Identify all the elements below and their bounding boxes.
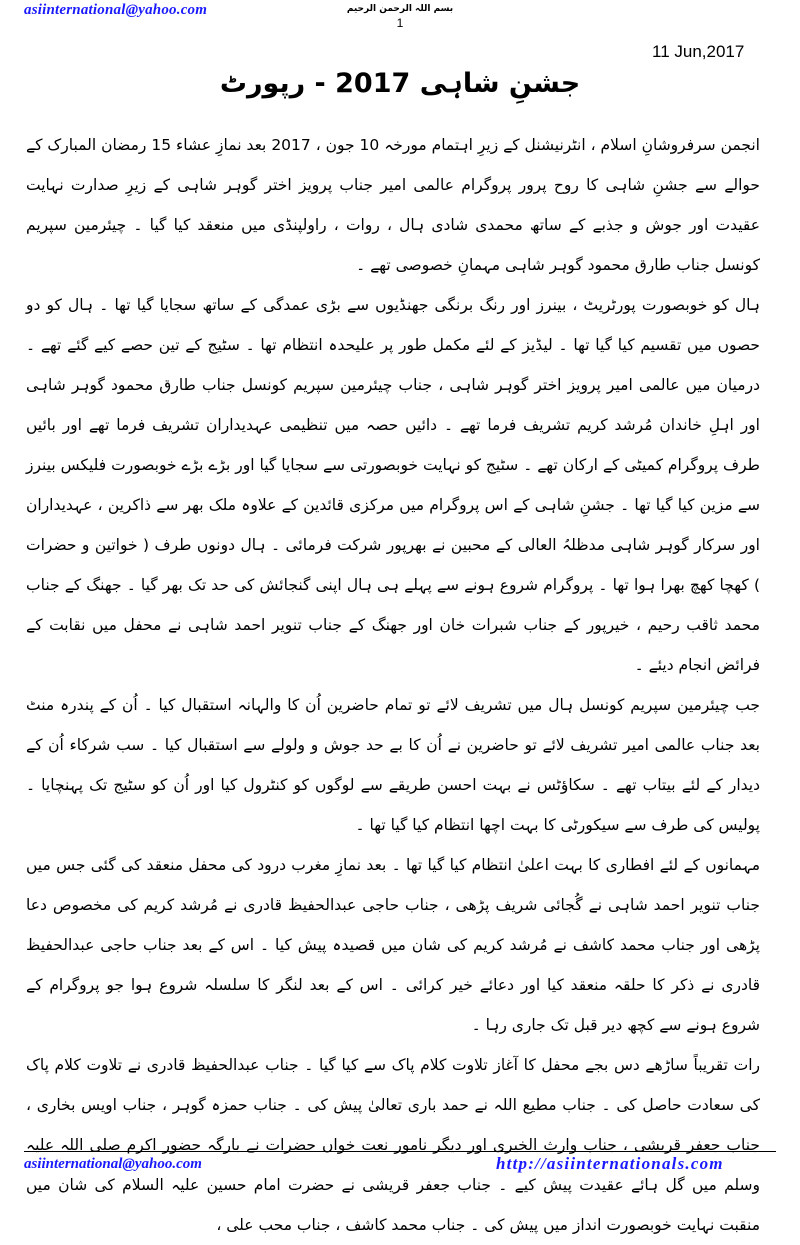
footer-email-link[interactable]: asiinternational@yahoo.com — [24, 1156, 202, 1172]
report-body — [26, 125, 760, 1245]
report-date: 11 Jun,2017 — [652, 42, 745, 61]
paragraph-iftar: مہمانوں کے لئے افطاری کا بہت اعلیٰ انتظام کیا گیا تھا ۔ بعد نمازِ مغرب درود کی محفل منعقد کی گئی جس میں جناب تنویر احمد شاہی نے گُجائی شریف پڑھی ، جناب حاجی عبدالحفیظ قادری نے مُرشد کریم کی مخصوص دعا پڑھی اور جناب محمد کاشف نے مُرشد کریم کی شان میں قصیدہ پیش کیا ۔ اس کے بعد جناب حاجی عبدالحفیظ قادری نے ذکر کا حلقہ منعقد کیا اور دعائے خیر کرائی ۔ اس کے بعد لنگر کا سلسلہ شروع ہوا جو پروگرام کے شروع ہونے سے کچھ دیر قبل تک جاری رہا ۔ — [26, 856, 760, 1034]
report-title: جشنِ شاہی 2017 - رپورٹ — [219, 68, 581, 99]
paragraph-intro: انجمن سرفروشانِ اسلام ، انٹرنیشنل کے زیرِ اہتمام مورخہ 10 جون ، 2017 بعد نمازِ عشاء 15 رمضان المبارک کے حوالے سے جشنِ شاہی کا روح پرور پروگرام عالمی امیر جناب پرویز اختر گوہر شاہی کے زیرِ صدارت نہایت عقیدت اور جوش و جذبے کے ساتھ محمدی شادی ہال ، روات ، راولپنڈی میں منعقد کیا گیا ۔ چیئرمین سپریم کونسل جناب طارق محمود گوہر شاہی مہمانِ خصوصی تھے ۔ — [26, 136, 760, 274]
footer-divider — [24, 1151, 776, 1152]
paragraph-program-start: رات تقریباً ساڑھے دس بجے محفل کا آغاز تلاوت کلام پاک سے کیا گیا ۔ جناب عبدالحفیظ قادری نے تلاوت کلام پاک کی سعادت حاصل کی ۔ جناب مطیع اللہ نے حمد باری تعالیٰ پیش کی ۔ جناب حمزہ گوہر ، جناب اویس بخاری ، جناب جعفر قریشی ، جناب وارث الخیری اور دیگر نامور نعت خواں حضرات نے بارگہ حضور اکرم صلی اللہ علیہ وسلم میں گل ہائے عقیدت پیش کیے ۔ جناب جعفر قریشی نے حضرت امام حسین علیہ السلام کی شان میں منقبت نہایت خوبصورت انداز میں پیش کی ۔ جناب محمد کاشف ، جناب محب علی ، — [26, 1056, 760, 1234]
footer-website-link[interactable]: http://asiinternationals.com — [496, 1154, 724, 1173]
paragraph-hall-decoration: ہال کو خوبصورت پورٹریٹ ، بینرز اور رنگ برنگی جھنڈیوں سے بڑی عمدگی کے ساتھ سجایا گیا تھا ۔ ہال کو دو حصوں میں تقسیم کیا گیا تھا ۔ لیڈیز کے لئے مکمل طور پر علیحدہ انتظام تھا ۔ سٹیج کے تین حصے کیے گئے تھے ۔ درمیان میں عالمی امیر پرویز اختر گوہر شاہی ، جناب چیئرمین سپریم کونسل جناب طارق محمود گوہر شاہی اور اہلِ خاندان مُرشد کریم تشریف فرما تھے ۔ دائیں حصہ میں تنظیمی عہدیداران تشریف فرما تھے اور بائیں طرف پروگرام کمیٹی کے ارکان تھے ۔ سٹیج کو نہایت خوبصورتی سے سجایا گیا اور بڑے بڑے خوبصورت فلیکس بینرز سے مزین کیا گیا تھا ۔ جشنِ شاہی کے اس پروگرام میں مرکزی قائدین کے علاوہ ملک بھر سے ذاکرین ، عہدیداران اور سرکار گوہر شاہی مدظلہُ العالی کے محبین نے بھرپور شرکت فرمائی ۔ ہال دونوں طرف ( خواتین و حضرات ) کھچا کھچ بھرا ہوا تھا ۔ پروگرام شروع ہونے سے پہلے ہی ہال اپنی گنجائش کی حد تک بھر گیا ۔ جھنگ کے جناب محمد ثاقب رحیم ، خیرپور کے جناب شبرات خان اور جھنگ کے جناب تنویر احمد شاہی نے محفل میں نقابت کے فرائض انجام دیئے ۔ — [26, 296, 760, 674]
bismillah-heading: بسم اللہ الرحمن الرحیم — [346, 4, 454, 14]
header-email-link[interactable]: asiinternational@yahoo.com — [24, 2, 208, 18]
paragraph-arrival: جب چیئرمین سپریم کونسل ہال میں تشریف لائے تو تمام حاضرین اُن کا والہانہ استقبال کیا ۔ اُن کے پندرہ منٹ بعد جناب عالمی امیر تشریف لائے تو حاضرین نے اُن کا بے حد جوش و ولولے سے استقبال کیا ۔ سب شرکاء اُن کے دیدار کے لئے بیتاب تھے ۔ سکاؤٹس نے بہت احسن طریقے سے لوگوں کو کنٹرول کیا اور اُن کو سٹیج تک پہنچایا ۔ پولیس کی طرف سے سیکورٹی کا بہت اچھا انتظام کیا گیا تھا ۔ — [26, 696, 760, 834]
page-number: 1 — [396, 16, 404, 30]
